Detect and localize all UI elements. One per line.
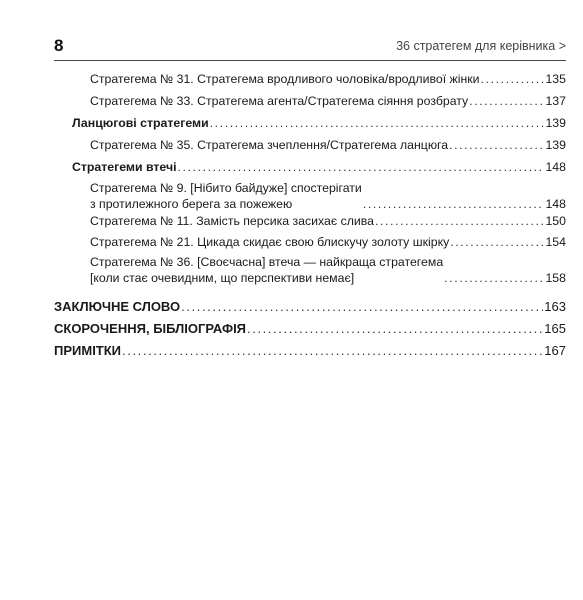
- toc-entry: [90, 254, 566, 286]
- toc-entry: [90, 213, 566, 229]
- running-title: 36 стратегем для керівника >: [396, 39, 566, 53]
- toc-chapter: [54, 343, 566, 359]
- dot-leader: [469, 93, 544, 109]
- dot-leader: [122, 343, 543, 359]
- dot-leader: [181, 299, 543, 315]
- dot-leader: [481, 71, 545, 87]
- dot-leader: [449, 137, 544, 153]
- toc-entry: [90, 234, 566, 250]
- dot-leader: [444, 270, 544, 286]
- dot-leader: [247, 321, 543, 337]
- toc-entry-page: 167: [544, 343, 566, 358]
- toc-section-title: Стратегеми втечі: [72, 160, 177, 174]
- toc-chapter: [54, 321, 566, 337]
- toc-section-title: Ланцюгові стратегеми: [72, 116, 209, 130]
- toc-entry-page: 158: [545, 271, 566, 285]
- toc-entry-title: Стратегема № 11. Замість персика засихає слива: [90, 214, 374, 228]
- toc-entry-title-line2: [коли стає очевидним, що перспективи немає]: [90, 271, 355, 285]
- toc-entry-page: 135: [545, 72, 566, 86]
- dot-leader: [178, 159, 545, 175]
- dot-leader: [375, 213, 544, 229]
- toc-entry: [90, 93, 566, 109]
- header-rule: [54, 60, 566, 61]
- toc-entry-page: 139: [545, 116, 566, 130]
- toc-entry-title: Стратегема № 21. Цикада скидає свою блискучу золоту шкірку: [90, 235, 450, 249]
- toc-entry-page: 148: [545, 197, 566, 211]
- toc-entry-title: Стратегема № 33. Стратегема агента/Стратегема сіяння розбрату: [90, 94, 469, 108]
- toc-entry: [90, 137, 566, 153]
- toc-entry-page: 165: [544, 321, 566, 336]
- toc-section: [72, 115, 566, 131]
- toc-chapter: [54, 299, 566, 315]
- toc-entry: [90, 71, 566, 87]
- toc-entry-title: Стратегема № 31. Стратегема вродливого чоловіка/вродливої жінки: [90, 72, 480, 86]
- toc-chapter-title: СКОРОЧЕННЯ, БІБЛІОГРАФІЯ: [54, 321, 247, 336]
- toc-entry-title-line1: Стратегема № 9. [Нібито байдуже] спостерігати: [90, 181, 362, 195]
- toc-chapter-title: ПРИМІТКИ: [54, 343, 122, 358]
- dot-leader: [450, 234, 544, 250]
- page-number: 8: [54, 36, 64, 55]
- toc-entry: [90, 180, 566, 212]
- page-header: [54, 36, 566, 56]
- toc-entry-page: 154: [545, 235, 566, 249]
- toc-entry-page: 148: [545, 160, 566, 174]
- toc-entry-page: 137: [545, 94, 566, 108]
- toc-entry-page: 163: [544, 299, 566, 314]
- toc-entry-page: 150: [545, 214, 566, 228]
- toc-chapter-title: ЗАКЛЮЧНЕ СЛОВО: [54, 299, 181, 314]
- toc-section: [72, 159, 566, 175]
- toc-entry-page: 139: [545, 138, 566, 152]
- toc-entry-title-line1: Стратегема № 36. [Своєчасна] втеча — найкраща стратегема: [90, 255, 444, 269]
- toc-entry-title: Стратегема № 35. Стратегема зчеплення/Стратегема ланцюга: [90, 138, 449, 152]
- toc-entry-title-line2: з протилежного берега за пожежею: [90, 197, 293, 211]
- dot-leader: [363, 196, 545, 212]
- dot-leader: [210, 115, 545, 131]
